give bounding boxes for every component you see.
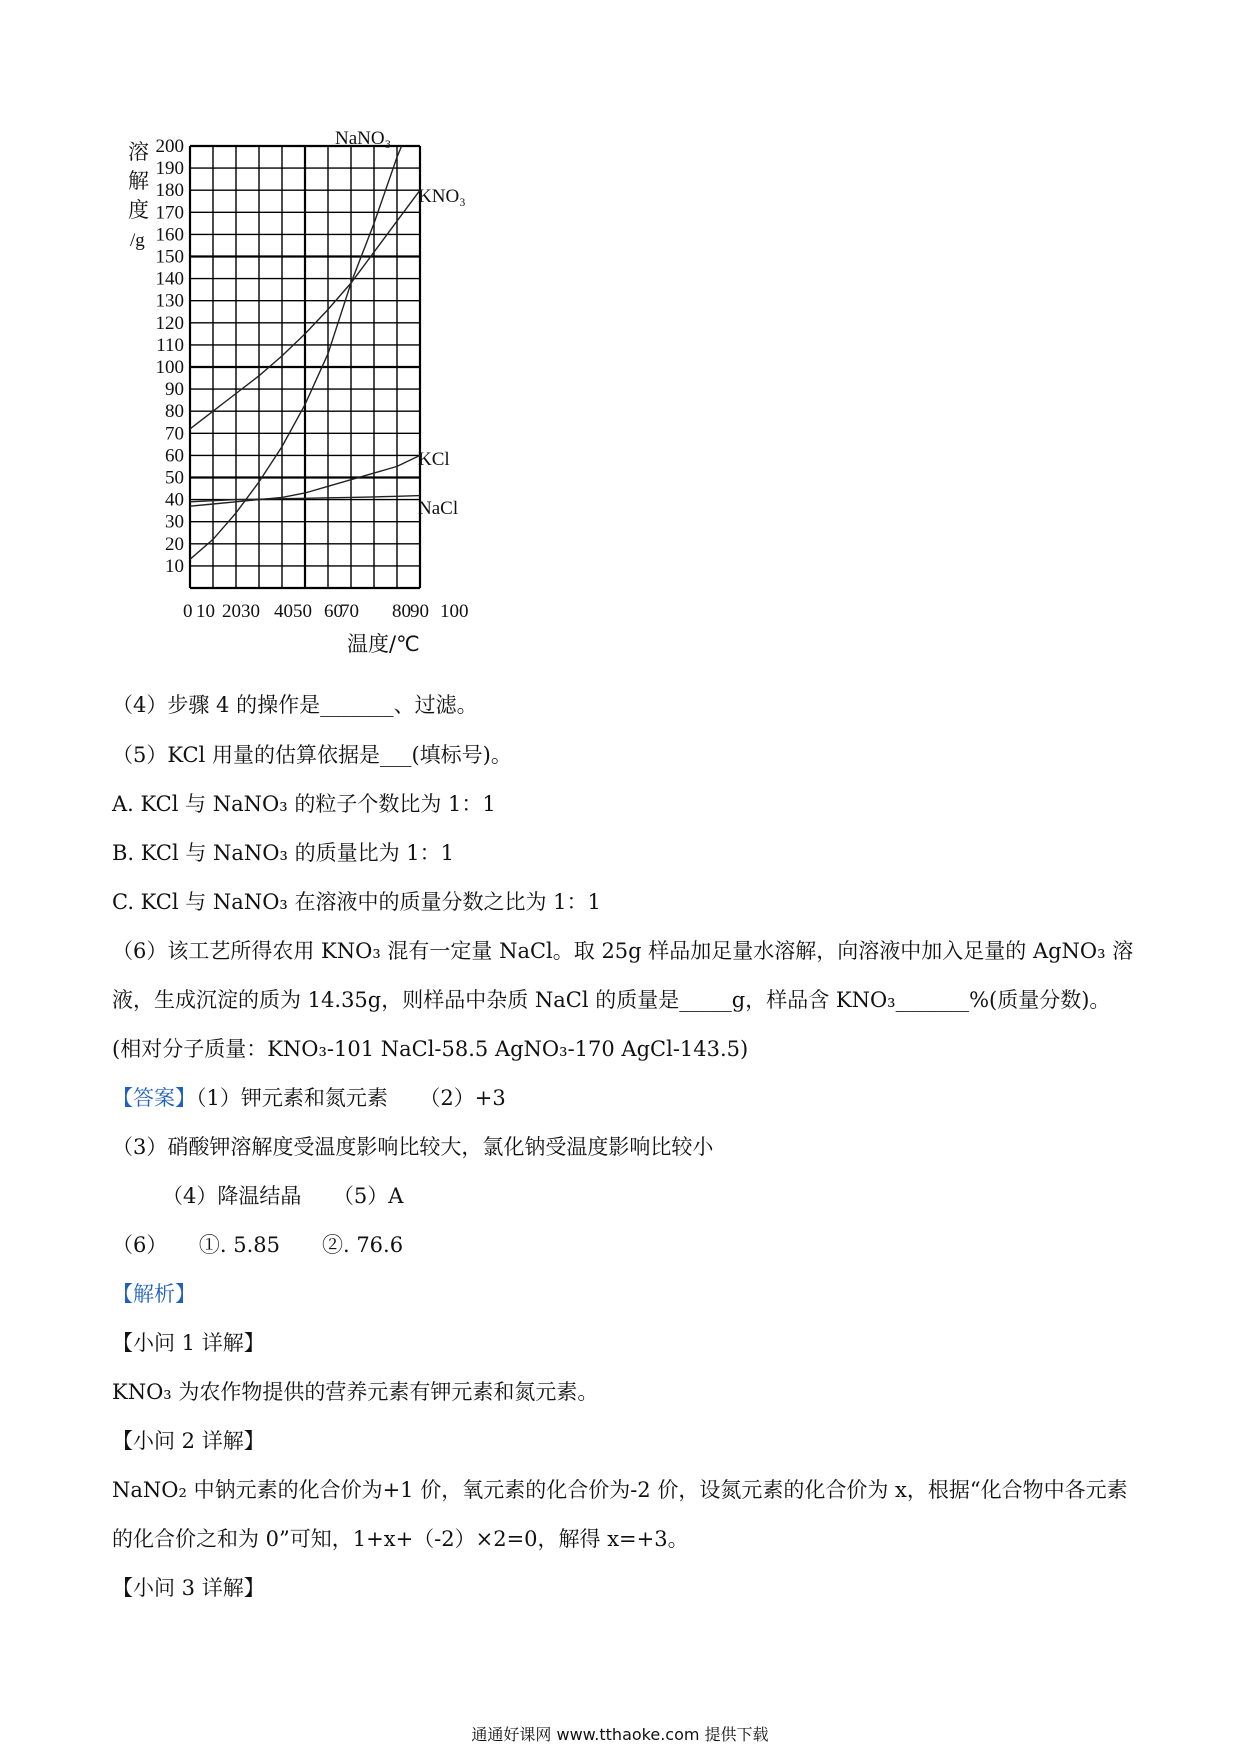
x-axis-label: 温度/℃	[347, 632, 420, 656]
series-label-kcl: KCl	[418, 449, 450, 470]
question-5: （5）KCl 用量的估算依据是___(填标号)。	[112, 743, 512, 767]
sub-question-3-title: 【小问 3 详解】	[112, 1576, 265, 1600]
y-tick-label: 80	[165, 401, 184, 423]
x-tick-label: 2030	[222, 601, 260, 622]
y-tick-label: 140	[155, 268, 184, 290]
y-tick-label: 60	[165, 445, 184, 467]
x-tick-label: 80	[392, 601, 411, 622]
series-label-nano3: NaNO₃	[335, 128, 392, 149]
sub-question-1-title: 【小问 1 详解】	[112, 1331, 265, 1355]
y-tick-label: 150	[155, 246, 184, 268]
series-label-kno3: KNO₃	[418, 186, 466, 207]
x-tick-label: 0	[183, 601, 193, 622]
question-6-line-2: 液，生成沉淀的质为 14.35g，则样品中杂质 NaCl 的质量是_____g，样品含 KNO₃_______%(质量分数)。	[112, 988, 1111, 1012]
option-a: A. KCl 与 NaNO₃ 的粒子个数比为 1：1	[112, 792, 496, 816]
answer-4-5: （4）降温结晶 （5）A	[162, 1184, 404, 1208]
answer-tag: 【答案】	[112, 1086, 196, 1110]
option-c: C. KCl 与 NaNO₃ 在溶液中的质量分数之比为 1：1	[112, 890, 601, 914]
chart-grid	[190, 146, 420, 588]
y-tick-label: 200	[155, 136, 184, 157]
y-tick-label: 50	[165, 467, 184, 489]
solubility-chart	[0, 0, 1240, 680]
answer-6: （6） ①. 5.85 ②. 76.6	[112, 1233, 404, 1257]
y-tick-label: 90	[165, 379, 184, 401]
footer-credit: 通通好课网 www.tthaoke.com 提供下载	[471, 1725, 769, 1744]
sub-question-1-text: KNO₃ 为农作物提供的营养元素有钾元素和氮元素。	[112, 1380, 599, 1404]
y-tick-label: 120	[155, 312, 184, 334]
x-tick-label: 10	[196, 601, 215, 622]
option-b: B. KCl 与 NaNO₃ 的质量比为 1：1	[112, 841, 455, 865]
y-tick-label: 160	[155, 224, 184, 246]
y-tick-label: 70	[165, 423, 184, 445]
y-axis-label-4: /g	[130, 230, 145, 251]
x-tick-labels	[183, 601, 469, 622]
x-tick-label: 90	[410, 601, 429, 622]
question-4: （4）步骤 4 的操作是_______、过滤。	[112, 693, 478, 717]
question-6-line-3: (相对分子质量：KNO₃-101 NaCl-58.5 AgNO₃-170 AgCl-143.5)	[112, 1037, 749, 1061]
analysis-tag: 【解析】	[112, 1282, 196, 1306]
answer-3: （3）硝酸钾溶解度受温度影响比较大，氯化钠受温度影响比较小	[112, 1135, 714, 1159]
sub-question-2-title: 【小问 2 详解】	[112, 1429, 265, 1453]
sub-question-2-line-2: 的化合价之和为 0”可知，1+x+（-2）×2=0，解得 x=+3。	[112, 1527, 689, 1551]
y-tick-label: 40	[165, 489, 184, 511]
y-tick-label: 20	[165, 533, 184, 555]
x-tick-label: 100	[440, 601, 469, 622]
y-tick-label: 100	[155, 357, 184, 378]
y-tick-label: 30	[165, 511, 184, 533]
x-tick-label: 60	[324, 601, 343, 622]
y-tick-label: 180	[155, 180, 184, 202]
x-tick-label: 4050	[274, 601, 312, 622]
y-tick-label: 130	[155, 290, 184, 312]
y-axis-label-3: 度	[128, 198, 149, 222]
answer-line-1	[112, 1083, 506, 1113]
answer-1-2: （1）钾元素和氮元素 （2）+3	[196, 1086, 506, 1110]
y-tick-labels	[156, 136, 185, 577]
y-tick-label: 110	[156, 334, 184, 356]
series-label-nacl: NaCl	[418, 498, 459, 519]
y-axis-label-1: 溶	[128, 140, 149, 164]
y-tick-label: 190	[155, 158, 184, 180]
y-tick-label: 10	[165, 555, 184, 577]
question-6-line-1: （6）该工艺所得农用 KNO₃ 混有一定量 NaCl。取 25g 样品加足量水溶解，向溶液中加入足量的 AgNO₃ 溶	[112, 939, 1134, 963]
y-axis-label-2: 解	[128, 169, 149, 193]
y-tick-label: 170	[155, 202, 184, 224]
sub-question-2-line-1: NaNO₂ 中钠元素的化合价为+1 价，氧元素的化合价为-2 价，设氮元素的化合价为 x，根据“化合物中各元素	[112, 1478, 1128, 1502]
x-tick-label: 70	[340, 601, 359, 622]
